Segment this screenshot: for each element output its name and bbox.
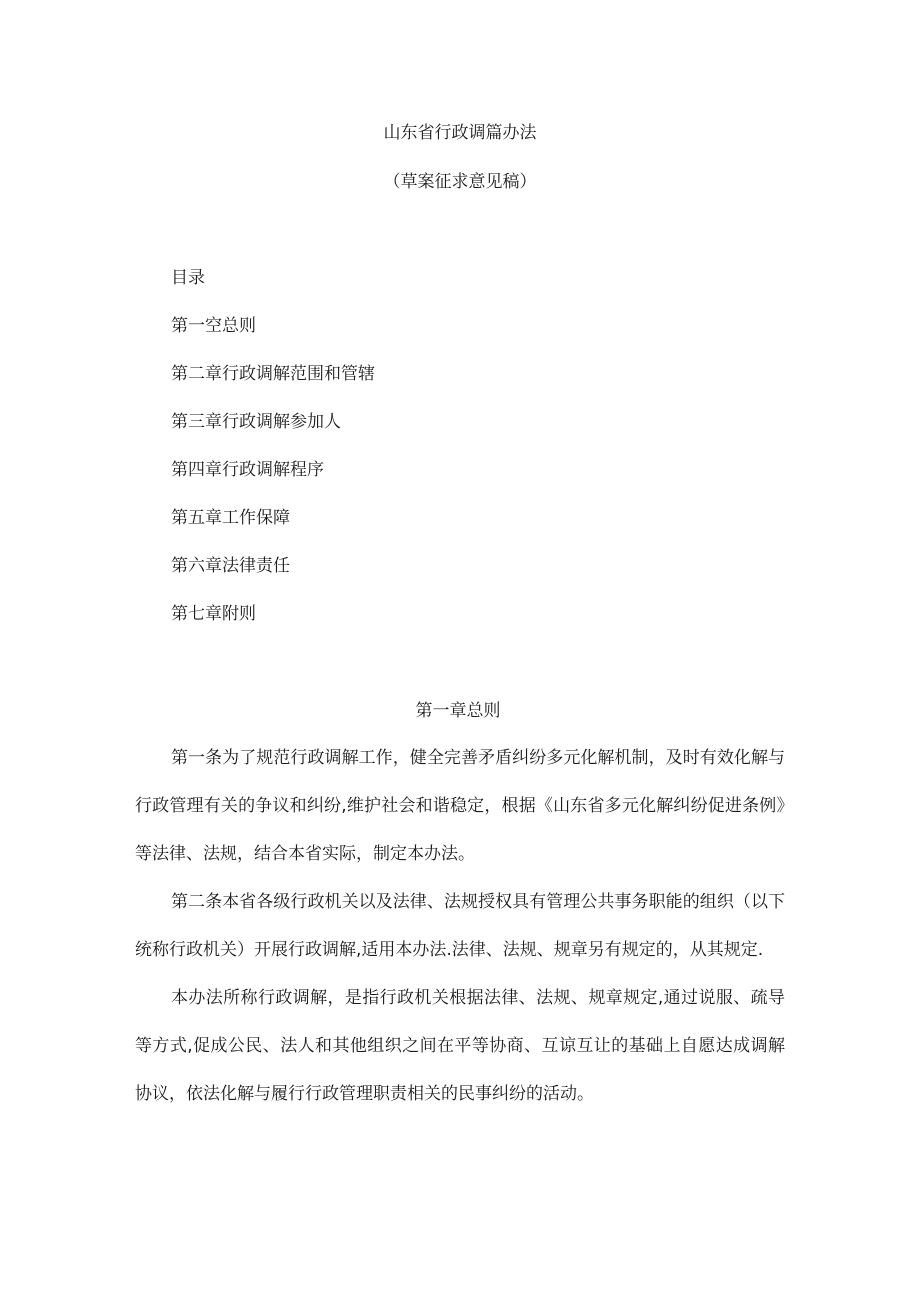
toc-item-chapter-5: 第五章工作保障 [171, 508, 290, 528]
toc-item-chapter-6: 第六章法律责任 [171, 556, 290, 576]
toc-item-chapter-1: 第一空总则 [171, 316, 256, 336]
toc-item-chapter-4: 第四章行政调解程序 [171, 460, 324, 480]
toc-item-chapter-3: 第三章行政调解参加人 [171, 412, 341, 432]
definition-paragraph: 本办法所称行政调解，是指行政机关根据法律、法规、规章规定,通过说服、疏导等方式,促成公民、法人和其他组织之间在平等协商、互谅互让的基础上自愿达成调解协议，依法化解与履行行政管理职责相关的民事纠纷的活动。 [135, 988, 785, 1104]
document-title: 山东省行政调篇办法 [383, 123, 537, 143]
document-subtitle: （草案征求意见稿） [383, 172, 537, 192]
toc-item-chapter-2: 第二章行政调解范围和管辖 [171, 364, 375, 384]
article-1-paragraph: 第一条为了规范行政调解工作，健全完善矛盾纠纷多元化解机制，及时有效化解与行政管理有关的争议和纠纷,维护社会和谐稳定，根据《山东省多元化解纠纷促进条例》等法律、法规，结合本省实际，制定本办法。 [135, 748, 785, 864]
toc-item-chapter-7: 第七章附则 [171, 604, 256, 624]
toc-heading: 目录 [171, 268, 205, 288]
article-2-paragraph: 第二条本省各级行政机关以及法律、法规授权具有管理公共事务职能的组织（以下统称行政机关）开展行政调解,适用本办法.法律、法规、规章另有规定的，从其规定. [135, 892, 785, 960]
chapter-title: 第一章总则 [415, 701, 501, 721]
